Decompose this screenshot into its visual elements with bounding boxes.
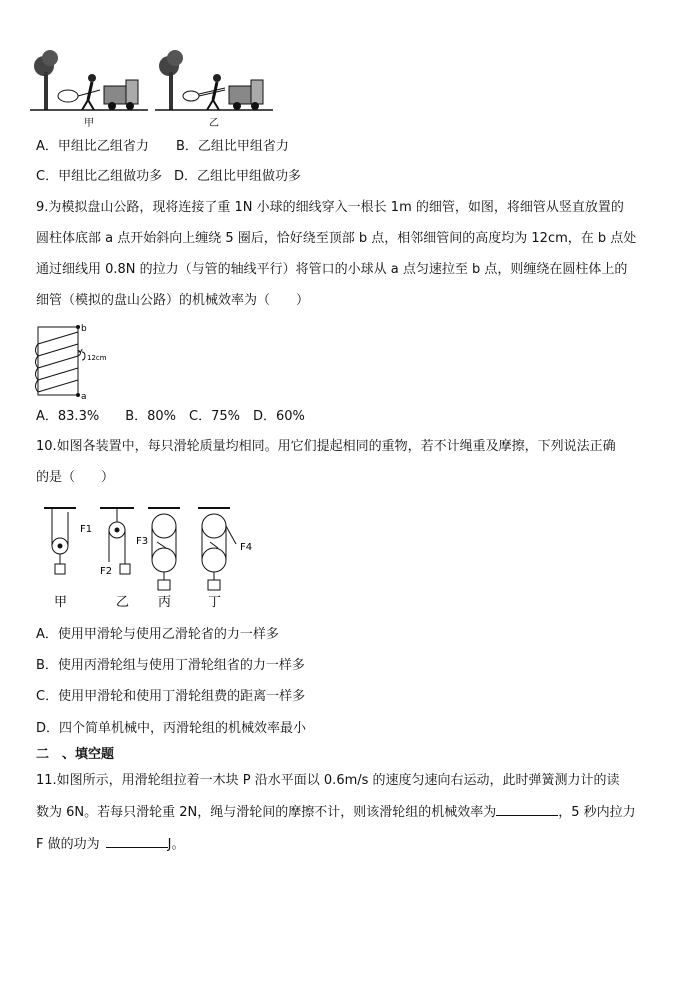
label-ding-pulley: 丁 xyxy=(208,595,222,610)
q10-option-c: C．使用甲滑轮和使用丁滑轮组费的距离一样多 xyxy=(36,689,306,704)
scene-yi xyxy=(155,50,273,129)
label-yi-pulley: 乙 xyxy=(116,595,130,610)
q9-text-line4: 细管（模拟的盘山公路）的机械效率为（ ） xyxy=(36,293,310,308)
q11-text-line3 xyxy=(36,835,184,854)
q11-text-line1: 11.如图所示，用滑轮组拉着一木块 P 沿水平面以 0.6m/s 的速度匀速向右运动，此时弹簧测力计的读 xyxy=(36,773,620,788)
label-f1: F1 xyxy=(80,524,93,535)
q9-text-line3: 通过细线用 0.8N 的拉力（与管的轴线平行）将管口的小球从 a 点匀速拉至 b 点，则缠绕在圆柱体上的 xyxy=(36,262,628,277)
label-f2: F2 xyxy=(100,566,113,577)
answer-blank-work[interactable] xyxy=(106,835,168,848)
coil-dimension-label: 12cm xyxy=(87,354,107,362)
label-f4: F4 xyxy=(240,542,253,553)
q9-options: A．83.3% B．80% C．75% D．60% xyxy=(36,409,305,424)
q9-text-line2: 圆柱体底部 a 点开始斜向上缠绕 5 圈后，恰好绕至顶部 b 点，相邻细管间的高度均为 12cm，在 b 点处 xyxy=(36,231,637,246)
label-yi: 乙 xyxy=(209,118,219,129)
q10-text-line1: 10.如图各装置中，每只滑轮质量均相同。用它们提起相同的重物，若不计绳重及摩擦，下列说法正确 xyxy=(36,439,616,454)
pulley-figure xyxy=(40,504,260,610)
q11-text-line2 xyxy=(36,803,636,822)
label-jia: 甲 xyxy=(84,118,94,129)
q8-option-c: C．甲组比乙组做功多 xyxy=(36,169,163,184)
coil-label-a: a xyxy=(81,392,87,402)
q8-option-a: A．甲组比乙组省力 xyxy=(36,139,149,154)
q11-text-line3a: F 做的功为 xyxy=(36,837,100,852)
label-f3: F3 xyxy=(136,536,149,547)
q11-text-line2b: ，5 秒内拉力 xyxy=(558,805,636,820)
tug-figure xyxy=(30,44,280,134)
coil-figure xyxy=(30,322,120,402)
label-bing-pulley: 丙 xyxy=(158,595,172,610)
label-jia-pulley: 甲 xyxy=(54,595,68,610)
q8-option-d: D．乙组比甲组做功多 xyxy=(174,169,302,184)
q10-text-line2: 的是（ ） xyxy=(36,470,115,485)
coil-label-b: b xyxy=(81,324,87,334)
answer-blank-efficiency[interactable] xyxy=(496,803,558,816)
q9-text-line1: 9.为模拟盘山公路，现将连接了重 1N 小球的细线穿入一根长 1m 的细管，如图，将细管从竖直放置的 xyxy=(36,200,624,215)
q11-text-line3b: J。 xyxy=(167,837,185,852)
section-title: 二 、填空题 xyxy=(36,747,115,762)
q11-text-line2a: 数为 6N。若每只滑轮重 2N，绳与滑轮间的摩擦不计，则该滑轮组的机械效率为 xyxy=(36,805,497,820)
q10-option-b: B．使用丙滑轮组与使用丁滑轮组省的力一样多 xyxy=(36,658,305,673)
scene-jia xyxy=(30,50,148,129)
q8-option-b: B．乙组比甲组省力 xyxy=(176,139,289,154)
q10-option-d: D．四个简单机械中，丙滑轮组的机械效率最小 xyxy=(36,721,307,736)
q10-option-a: A．使用甲滑轮与使用乙滑轮省的力一样多 xyxy=(36,627,279,642)
